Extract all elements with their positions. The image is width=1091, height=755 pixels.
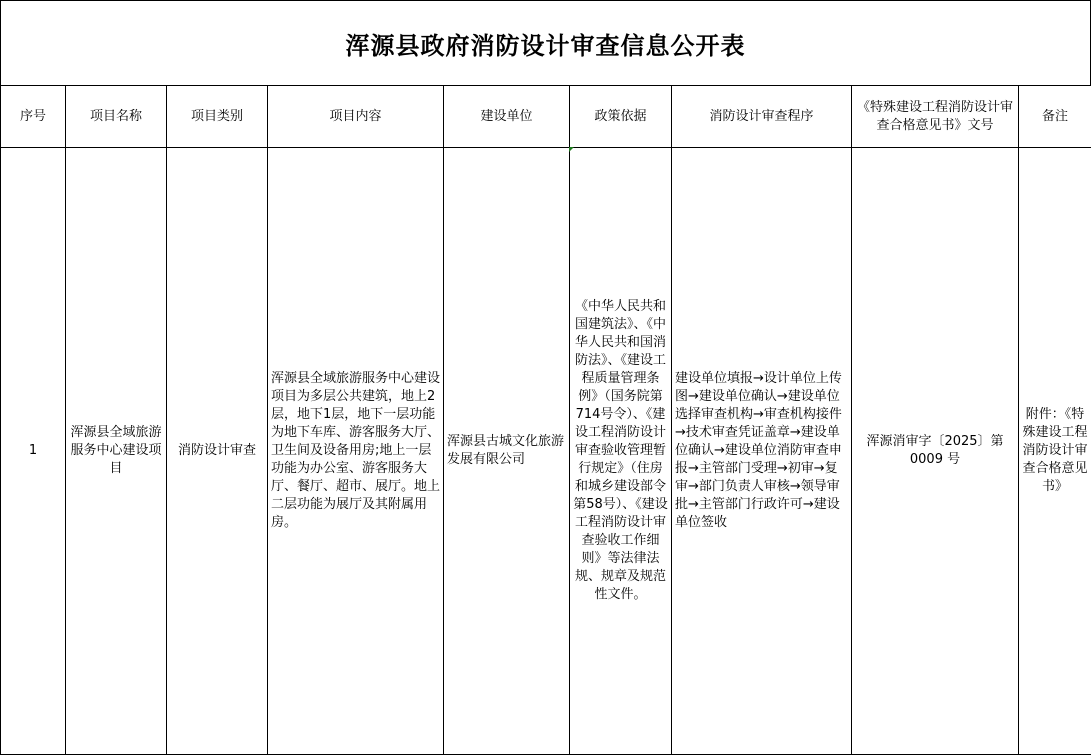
cell-procedure: 建设单位填报→设计单位上传图→建设单位确认→建设单位选择审查机构→审查机构接件→技术审查凭证盖章→建设单位确认→建设单位消防审查申报→主管部门受理→初审→复审→部门负责人审核→领导审批→主管部门行政许可→建设单位签收 (672, 148, 852, 755)
header-name: 项目名称 (66, 86, 167, 148)
title-row (0, 0, 1091, 85)
cell-builder: 浑源县古城文化旅游发展有限公司 (444, 148, 570, 755)
header-policy: 政策依据 (570, 86, 672, 148)
table-row (1, 148, 1091, 755)
header-procedure: 消防设计审查程序 (672, 86, 852, 148)
header-remark: 备注 (1019, 86, 1091, 148)
header-content: 项目内容 (268, 86, 444, 148)
cell-doc-no: 浑源消审字〔2025〕第0009 号 (852, 148, 1019, 755)
header-row (1, 86, 1091, 148)
header-builder: 建设单位 (444, 86, 570, 148)
cell-comment-marker (569, 147, 574, 152)
cell-seq: 1 (1, 148, 66, 755)
page-title: 浑源县政府消防设计审查信息公开表 (346, 26, 746, 61)
header-doc-no: 《特殊建设工程消防设计审查合格意见书》文号 (852, 86, 1019, 148)
cell-name: 浑源县全域旅游服务中心建设项目 (66, 148, 167, 755)
cell-remark: 附件：《特殊建设工程消防设计审查合格意见书》 (1019, 148, 1091, 755)
cell-type: 消防设计审查 (167, 148, 268, 755)
disclosure-table (0, 85, 1091, 755)
header-type: 项目类别 (167, 86, 268, 148)
header-seq: 序号 (1, 86, 66, 148)
cell-policy: 《中华人民共和国建筑法》、《中华人民共和国消防法》、《建设工程质量管理条例》（国务院第714号令）、《建设工程消防设计审查验收管理暂行规定》（住房和城乡建设部令第58号）、《建设工程消防设计审查验收工作细则》等法律法规、规章及规范性文件。 (570, 148, 672, 755)
cell-content: 浑源县全域旅游服务中心建设项目为多层公共建筑，地上2层，地下1层，地下一层功能为地下车库、游客服务大厅、卫生间及设备用房;地上一层功能为办公室、游客服务大厅、餐厅、超市、展厅。地上二层功能为展厅及其附属用房。 (268, 148, 444, 755)
